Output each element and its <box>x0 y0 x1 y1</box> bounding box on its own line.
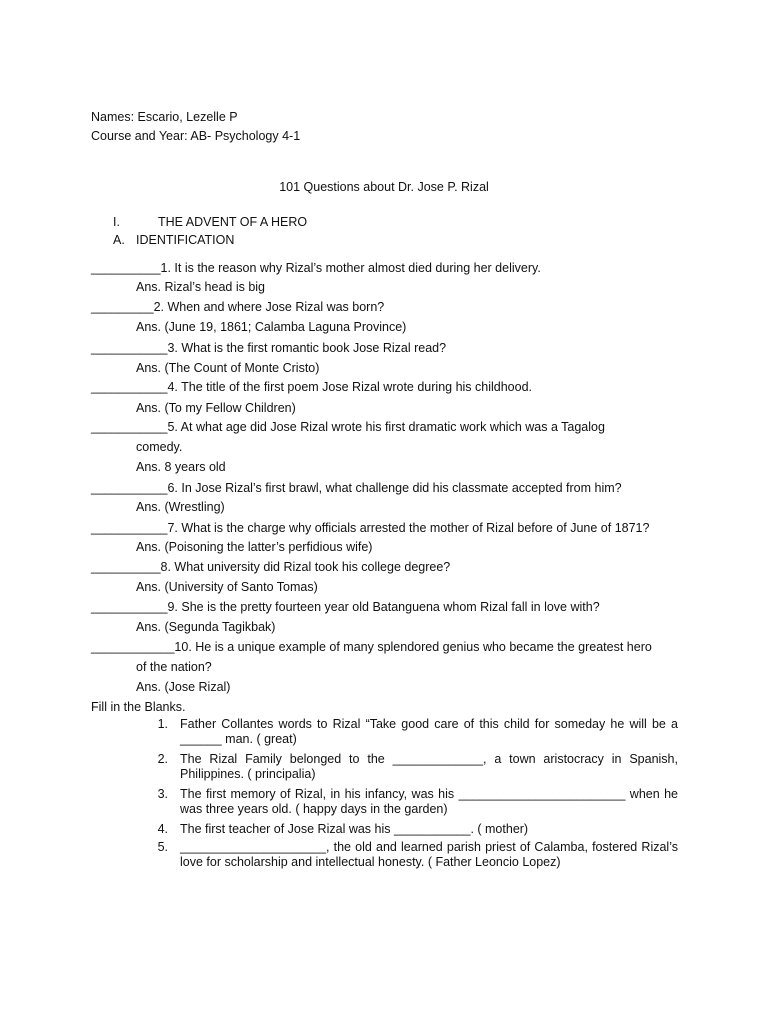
answer-9: Ans. (Segunda Tagikbak) <box>136 620 276 634</box>
fill-blank-text: The first memory of Rizal, in his infancy, was his ________________________ when he was three years old. ( happy days in the garden) <box>180 787 678 816</box>
answer-1: Ans. Rizal’s head is big <box>136 280 266 294</box>
fill-blank-number: 5. <box>157 840 168 854</box>
question-8: __________8. What university did Rizal took his college degree? <box>91 560 451 574</box>
fill-blank-number: 4. <box>157 822 168 836</box>
question-10-continued: of the nation? <box>136 660 212 674</box>
question-1: __________1. It is the reason why Rizal’s mother almost died during her delivery. <box>91 261 541 275</box>
course-line: Course and Year: AB- Psychology 4-1 <box>91 129 301 143</box>
page-title: 101 Questions about Dr. Jose P. Rizal <box>279 180 489 194</box>
subsection-letter: A. <box>113 233 125 247</box>
answer-3: Ans. (The Count of Monte Cristo) <box>136 361 320 375</box>
answer-5: Ans. 8 years old <box>136 460 226 474</box>
answer-4: Ans. (To my Fellow Children) <box>136 401 296 415</box>
fill-blank-text: _____________________, the old and learned parish priest of Calamba, fostered Rizal’s love for scholarship and intellectual honesty. ( Father Leoncio Lopez) <box>180 840 678 869</box>
question-5-continued: comedy. <box>136 440 183 454</box>
fill-in-blanks-heading: Fill in the Blanks. <box>91 700 186 714</box>
question-10: ____________10. He is a unique example of many splendored genius who became the greatest hero <box>91 640 652 654</box>
fill-blank-number: 1. <box>157 717 168 731</box>
answer-8: Ans. (University of Santo Tomas) <box>136 580 318 594</box>
answer-2: Ans. (June 19, 1861; Calamba Laguna Province) <box>136 320 407 334</box>
question-4: ___________4. The title of the first poem Jose Rizal wrote during his childhood. <box>91 380 533 394</box>
answer-7: Ans. (Poisoning the latter’s perfidious wife) <box>136 540 373 554</box>
question-2: _________2. When and where Jose Rizal was born? <box>91 300 385 314</box>
answer-6: Ans. (Wrestling) <box>136 500 225 514</box>
question-7: ___________7. What is the charge why officials arrested the mother of Rizal before of June of 1871? <box>91 521 650 535</box>
question-5: ___________5. At what age did Jose Rizal wrote his first dramatic work which was a Tagalog <box>91 420 605 434</box>
fill-blank-text: The Rizal Family belonged to the _____________, a town aristocracy in Spanish, Philippines. ( principalia) <box>180 752 678 781</box>
subsection-heading: IDENTIFICATION <box>136 233 235 247</box>
question-3: ___________3. What is the first romantic book Jose Rizal read? <box>91 341 447 355</box>
names-line: Names: Escario, Lezelle P <box>91 110 238 124</box>
fill-blank-number: 2. <box>157 752 168 766</box>
section-number: I. <box>113 215 120 229</box>
fill-blank-number: 3. <box>157 787 168 801</box>
fill-blank-text: Father Collantes words to Rizal “Take good care of this child for someday he will be a ______ man. ( great) <box>180 717 678 746</box>
section-heading: THE ADVENT OF A HERO <box>158 215 308 229</box>
question-6: ___________6. In Jose Rizal’s first brawl, what challenge did his classmate accepted from him? <box>91 481 622 495</box>
question-9: ___________9. She is the pretty fourteen year old Batanguena whom Rizal fall in love with? <box>91 600 600 614</box>
fill-blank-text: The first teacher of Jose Rizal was his ___________. ( mother) <box>180 822 529 836</box>
answer-10: Ans. (Jose Rizal) <box>136 680 231 694</box>
